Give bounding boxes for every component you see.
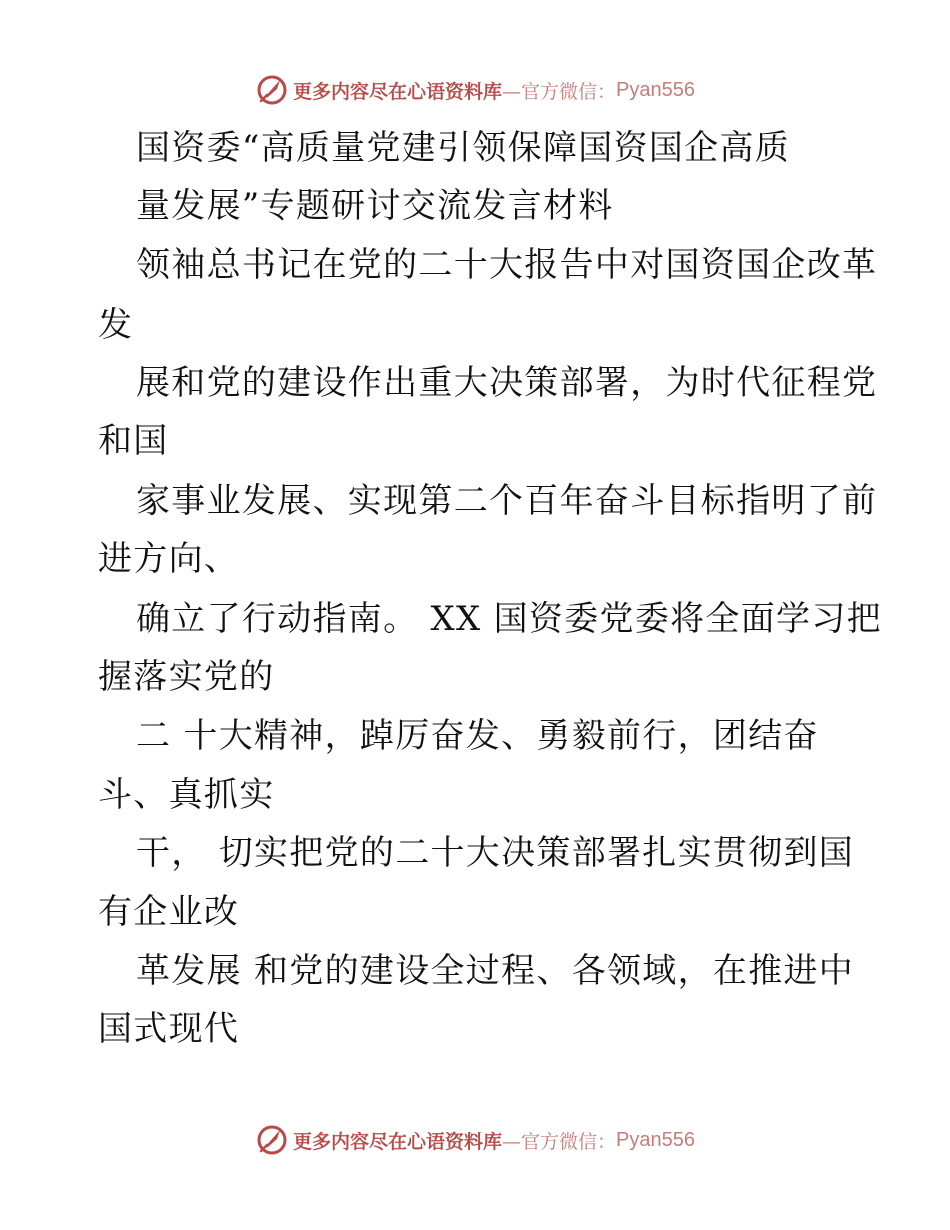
doc-text-line: 家事业发展、实现第二个百年奋斗目标指明了前: [136, 481, 878, 521]
doc-text-line: 有企业改: [98, 892, 240, 932]
doc-text-line: 干， 切实把党的二十大决策部署扎实贯彻到国: [136, 833, 855, 873]
doc-text-line: 发: [98, 305, 134, 345]
doc-title-line-2: 量发展”专题研讨交流发言材料: [136, 186, 614, 226]
watermark-id: Pyan556: [616, 1128, 695, 1151]
watermark-brand: 更多内容尽在心语资料库: [293, 1130, 503, 1153]
doc-text-line: 国式现代: [98, 1009, 240, 1049]
doc-title-line-1: 国资委“高质量党建引领保障国资国企高质: [136, 128, 791, 168]
doc-text-line: 进方向、: [98, 539, 240, 579]
doc-text-line: 握落实党的: [98, 657, 275, 697]
doc-text-line: 展和党的建设作出重大决策部署，为时代征程党: [136, 363, 878, 403]
watermark-id: Pyan556: [616, 78, 695, 101]
doc-text-line: 和国: [98, 421, 169, 461]
doc-text-line: 斗、真抓实: [98, 775, 275, 815]
watermark-separator: —官方微信：: [502, 1130, 617, 1153]
doc-text-line: 革发展 和党的建设全过程、各领域，在推进中: [136, 951, 855, 991]
doc-text-line: 二 十大精神，踔厉奋发、勇毅前行，团结奋: [136, 716, 819, 756]
doc-text-line: 领袖总书记在党的二十大报告中对国资国企改革: [136, 245, 878, 285]
watermark-brand: 更多内容尽在心语资料库: [293, 80, 503, 103]
footer-watermark: [0, 1120, 950, 1160]
doc-text-line: 确立了行动指南。 XX 国资委党委将全面学习把: [136, 599, 882, 639]
watermark-separator: —官方微信：: [502, 80, 617, 103]
quill-logo-icon: [255, 1123, 289, 1157]
